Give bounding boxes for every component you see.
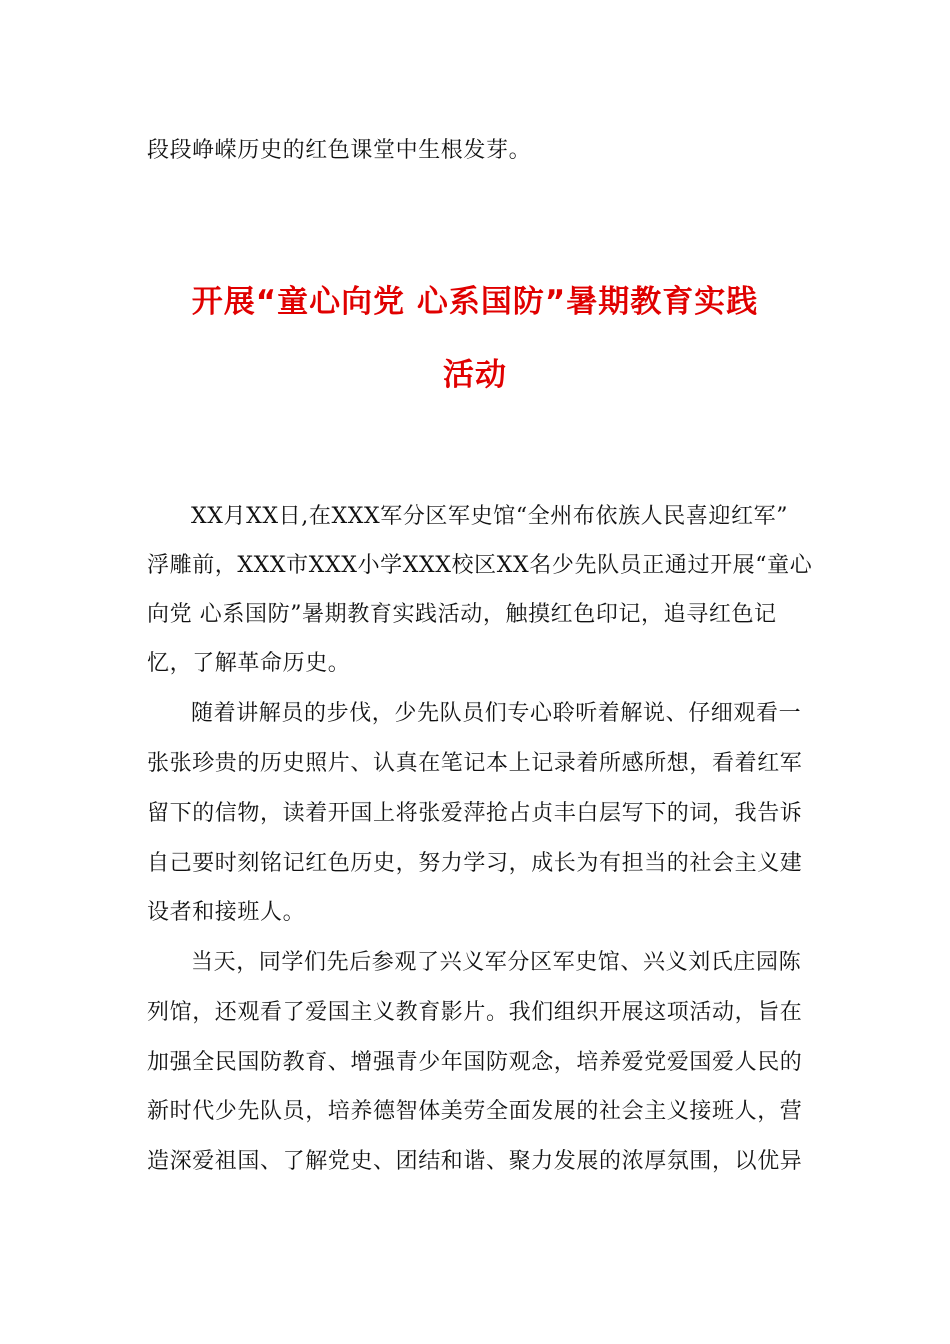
paragraph-line: 加强全民国防教育、增强青少年国防观念，培养爱党爱国爱人民的 (147, 1050, 803, 1075)
carryover-text-line: 段段峥嵘历史的红色课堂中生根发芽。 (147, 138, 532, 163)
paragraph-line: 张张珍贵的历史照片、认真在笔记本上记录着所感所想，看着红军 (147, 751, 803, 776)
paragraph-line: 列馆，还观看了爱国主义教育影片。我们组织开展这项活动，旨在 (147, 1000, 803, 1025)
paragraph-line: 设者和接班人。 (147, 900, 306, 925)
paragraph-line: 随着讲解员的步伐，少先队员们专心聆听着解说、仔细观看一 (191, 701, 802, 726)
paragraph-line: 向党 心系国防”暑期教育实践活动，触摸红色印记，追寻红色记 (147, 602, 777, 627)
paragraph-line: 造深爱祖国、了解党史、团结和谐、聚力发展的浓厚氛围，以优异 (147, 1149, 803, 1174)
paragraph-line: 留下的信物，读着开国上将张爱萍抢占贞丰白层写下的词，我告诉 (147, 801, 803, 826)
paragraph-line: 新时代少先队员，培养德智体美劳全面发展的社会主义接班人，营 (147, 1099, 803, 1124)
article-title-line-2: 活动 (443, 357, 507, 393)
paragraph-line: 浮雕前，XXX市XXX小学XXX校区XX名少先队员正通过开展“童心 (147, 553, 813, 578)
paragraph-line: 忆，了解革命历史。 (147, 651, 351, 676)
article-title-line-1: 开展“童心向党 心系国防”暑期教育实践 (191, 284, 759, 320)
paragraph-line: 当天，同学们先后参观了兴义军分区军史馆、兴义刘氏庄园陈 (191, 950, 802, 975)
paragraph-line: XX月XX日,在XXX军分区军史馆“全州布依族人民喜迎红军” (191, 504, 789, 529)
paragraph-line: 自己要时刻铭记红色历史，努力学习，成长为有担当的社会主义建 (147, 851, 803, 876)
